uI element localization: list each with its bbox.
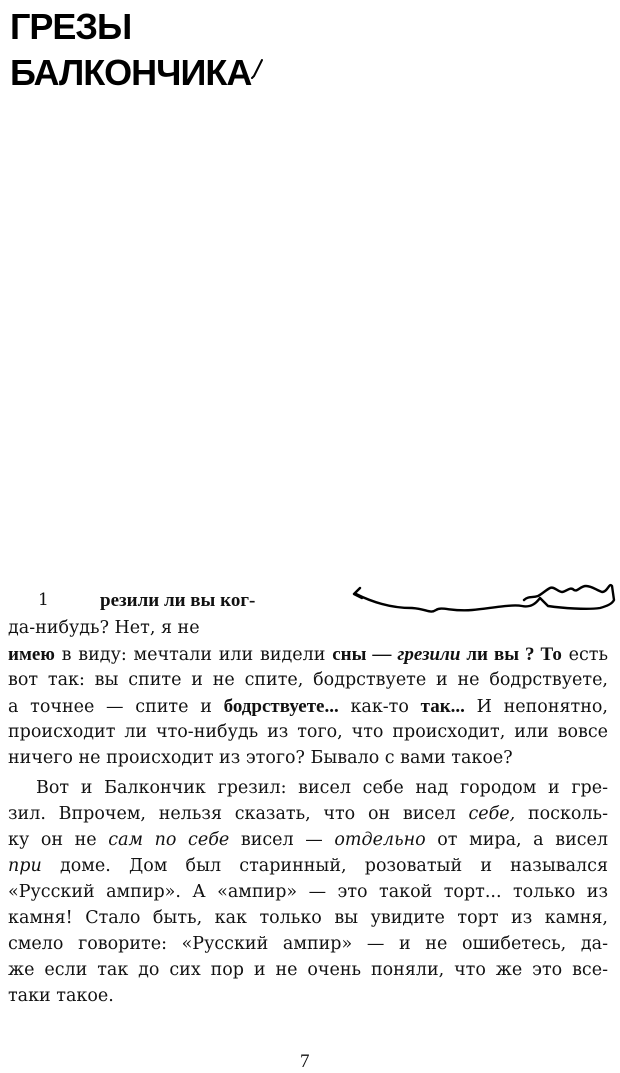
text-line: вот так: вы спите и не спите, бодрствуете и не бодрствуете,: [8, 670, 608, 690]
text-line: Вот и Балкончик грезил: висел себе над городом и гре-: [36, 778, 608, 798]
chapter-title: [10, 4, 251, 96]
text-line: происходит ли что-нибудь из того, что происходит, или вовсе: [8, 722, 608, 742]
text-line: имею в виду: мечтали или видели сны — грезили ли вы ? То есть: [8, 644, 608, 665]
text-line: а точнее — спите и бодрствуете... как-то так... И непонятно,: [8, 696, 608, 717]
text-line: же если так до сих пор и не очень поняли, что же это все-: [8, 960, 608, 980]
paragraph-number: 1: [38, 590, 49, 610]
text-line: при доме. Дом был старинный, розоватый и назывался: [8, 856, 608, 876]
text-line: ку он не сам по себе висел — отдельно от мира, а висел: [8, 830, 609, 850]
title-line-1: ГРЕЗЫ: [10, 6, 132, 47]
text-line: смело говорите: «Русский ампир» — и не ошибетесь, да-: [8, 934, 608, 954]
text-line: таки такое.: [8, 986, 114, 1006]
paragraph-opening-bold: резили ли вы ког-: [100, 590, 256, 611]
text-line: да-нибудь? Нет, я не: [8, 618, 200, 638]
page-number: 7: [300, 1051, 310, 1072]
balcony-scribble-drawing: [352, 578, 620, 624]
text-line: ничего не происходит из этого? Бывало с вами такое?: [8, 748, 513, 768]
text-line: зил. Впрочем, нельзя сказать, что он висел себе, посколь-: [8, 804, 608, 824]
title-squiggle-drawing: [250, 58, 264, 80]
title-line-2: БАЛКОНЧИКА: [10, 52, 252, 93]
text-line: «Русский ампир». А «ампир» — это такой торт... только из: [8, 882, 608, 902]
text-line: камня! Стало быть, как только вы увидите торт из камня,: [8, 908, 608, 928]
